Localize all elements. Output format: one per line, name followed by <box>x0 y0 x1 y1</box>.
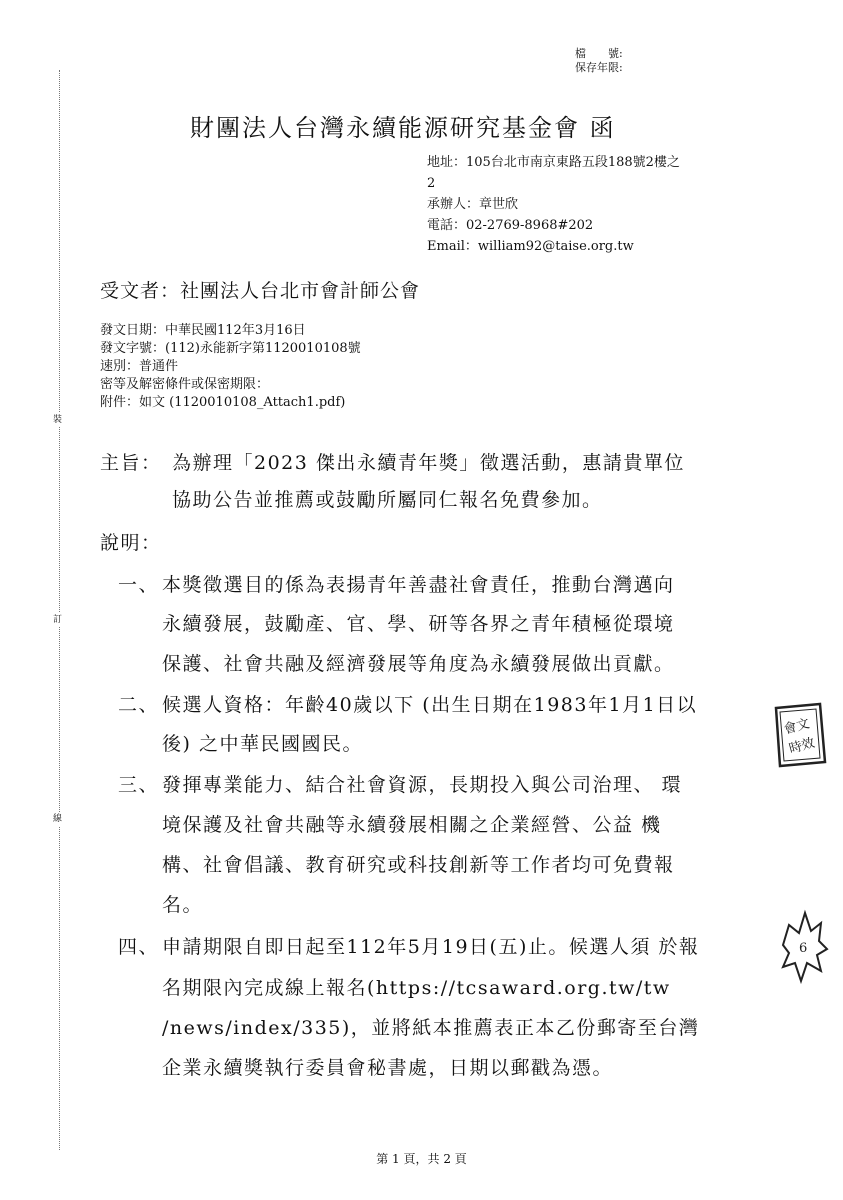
item-1-line-3: 保護、社會共融及經濟發展等角度為永續發展做出貢獻。 <box>162 653 675 675</box>
binding-mark-bottom: 線 <box>53 814 63 824</box>
item-4-line-3: /news/index/335)，並將紙本推薦表正本乙份郵寄至台灣 <box>162 1017 700 1039</box>
binding-mark-top: 裝 <box>53 415 63 425</box>
recipient: 受文者：社團法人台北市會計師公會 <box>100 280 421 302</box>
email: Email：william92@taise.org.tw <box>427 239 634 254</box>
svg-text:6: 6 <box>799 941 808 956</box>
received-stamp <box>770 700 828 770</box>
issue-date: 發文日期：中華民國112年3月16日 <box>100 323 306 338</box>
phone: 電話：02-2769-8968#202 <box>427 218 594 233</box>
speed: 速別：普通件 <box>100 359 179 374</box>
explanation-label: 說明： <box>100 532 162 554</box>
address-line-1: 地址：105台北市南京東路五段188號2樓之 <box>427 155 680 170</box>
item-4-line-4: 企業永續獎執行委員會秘書處，日期以郵戳為憑。 <box>162 1057 614 1079</box>
binding-margin-line <box>59 70 60 1150</box>
file-info <box>575 47 623 75</box>
item-1-line-1: 本獎徵選目的係為表揚青年善盡社會責任，推動台灣邁向 <box>162 574 675 596</box>
address-line-2: 2 <box>427 176 436 191</box>
item-2-line-2: 後) 之中華民國國民。 <box>162 733 363 755</box>
item-2-line-1: 候選人資格：年齡40歲以下 (出生日期在1983年1月1日以 <box>162 694 698 716</box>
item-3-line-3: 構、社會倡議、教育研究或科技創新等工作者均可免費報 <box>162 854 675 876</box>
document-number: 發文字號：(112)永能新字第1120010108號 <box>100 341 361 356</box>
subject-line-2: 協助公告並推薦或鼓勵所屬同仁報名免費參加。 <box>172 489 603 511</box>
subject-label: 主旨： <box>100 452 162 474</box>
item-1-line-2: 永續發展，鼓勵產、官、學、研等各界之青年積極從環境 <box>162 613 675 635</box>
page-footer: 第 1 頁，共 2 頁 <box>376 1152 467 1166</box>
svg-text:會文: 會文 <box>782 716 812 738</box>
subject-line-1: 為辦理「2023 傑出永續青年獎」徵選活動，惠請貴單位 <box>172 452 685 474</box>
item-3-number: 三、 <box>118 774 160 796</box>
item-4-line-2: 名期限內完成線上報名(https://tcsaward.org.tw/tw <box>162 977 671 999</box>
security-level: 密等及解密條件或保密期限： <box>100 377 270 392</box>
document-meta <box>100 322 361 412</box>
item-3-line-2: 境保護及社會共融等永續發展相關之企業經營、公益 機 <box>162 814 662 836</box>
attachment: 附件：如文 (1120010108_Attach1.pdf) <box>100 395 346 410</box>
item-3-line-4: 名。 <box>162 894 204 916</box>
handler: 承辦人：章世欣 <box>427 197 519 212</box>
item-1-number: 一、 <box>118 574 160 596</box>
date-stamp <box>775 905 830 985</box>
binding-mark-middle: 訂 <box>53 615 63 625</box>
item-4-number: 四、 <box>118 936 160 958</box>
retention-label: 保存年限: <box>575 61 623 74</box>
file-number-label: 檔 號: <box>575 47 623 60</box>
item-4-line-1: 申請期限自即日起至112年5月19日(五)止。候選人須 於報 <box>162 936 700 958</box>
svg-text:時效: 時效 <box>787 735 817 757</box>
contact-block <box>427 152 767 257</box>
item-3-line-1: 發揮專業能力、結合社會資源，長期投入與公司治理、 環 <box>162 774 683 796</box>
item-2-number: 二、 <box>118 694 160 716</box>
document-title: 財團法人台灣永續能源研究基金會 函 <box>190 114 616 142</box>
